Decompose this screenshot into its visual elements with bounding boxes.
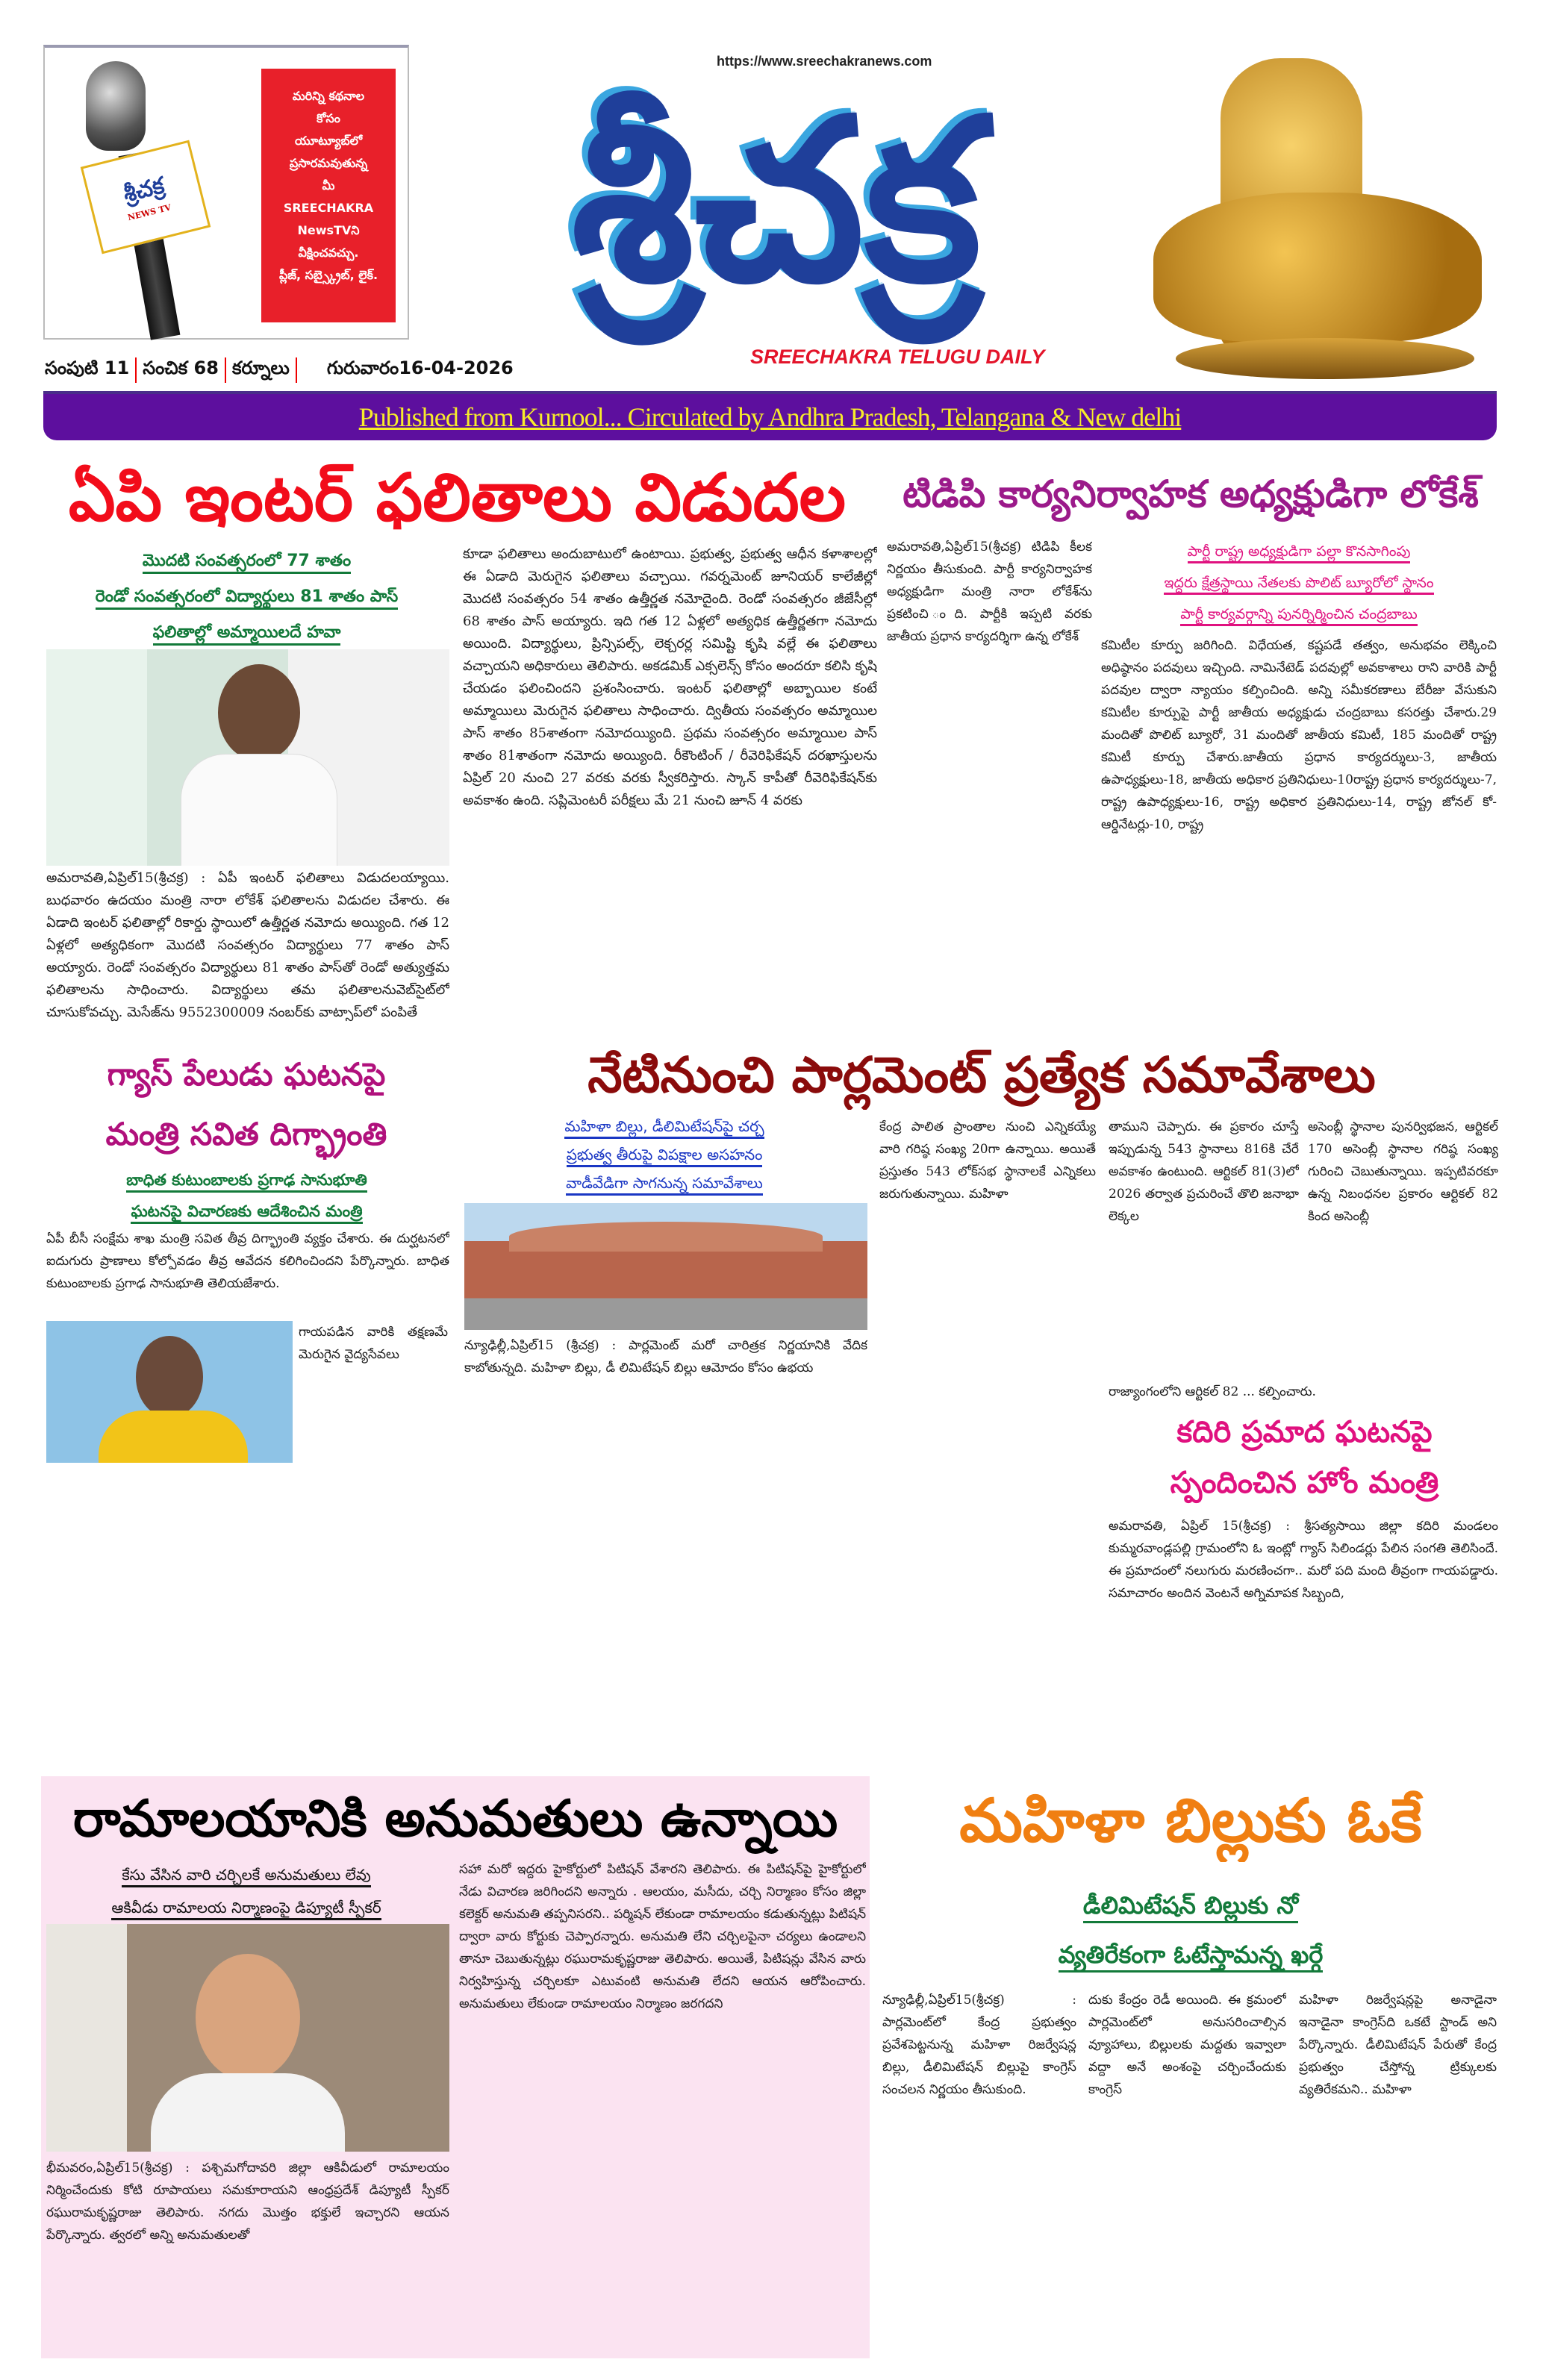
logo: శ్రీచక్ర [571,71,982,331]
inter-headline: ఏపి ఇంటర్ ఫలితాలు విడుదల [68,459,847,536]
gas-subheads: బాధిత కుటుంబాలకు ప్రగాఢ సానుభూతి ఘటనపై విచారణకు ఆదేశించిన మంత్రి [43,1164,450,1227]
parliament-photo [464,1203,867,1330]
mahila-col1: న్యూఢిల్లీ,ఏప్రిల్15(శ్రీచక్ర) : పార్లమెంట్‌లో కేంద్ర ప్రభుత్వం ప్రవేశపెట్టనున్న మహిళా రిజర్వేషన్ల బిల్లు, డీలిమిటేషన్ బిల్లుపై కాంగ్రెస్ సంచలన నిర్ణయం తీసుకుంది. [882,1993,1076,2097]
promo-line: ప్లీజ్, సబ్స్క్రైబ్, లైక్. [278,268,378,282]
ramalayam-headline: రామాలయానికి అనుమతులు ఉన్నాయి [72,1790,838,1849]
lokesh-body-left: అమరావతి,ఏప్రిల్15(శ్రీచక్ర) టిడిపి కీలక నిర్ణయం తీసుకుంది. పార్టీ కార్యనిర్వాహక అధ్యక్షుడిగా మంత్రి నారా లోకేశ్‌ను ప్రకటించి ంది. పార్టీకి ఇప్పటి వరకు జాతీయ ప్రధాన కార్యదర్శిగా ఉన్న లోకేశ్ [887,540,1092,644]
ramalayam-body-right: సహా మరో ఇద్దరు హైకోర్టులో పిటిషన్ వేశారని తెలిపారు. ఈ పిటిషన్‌పై హైకోర్టులో నేడు విచారణ జరిగిందని అన్నారు . ఆలయం, మసీదు, చర్చి నిర్మాణం కోసం జిల్లా కలెక్టర్ అనుమతి తప్పనిసరని.. పర్మిషన్ లేకుండా రామాలయం కడుతున్నట్లు పిటిషన్ ద్వారా వారు కోర్టుకు చెప్పారన్నారు. అనుమతి లేని చర్చిలపైనా చర్యలు ఉండాలని తానూ చెబుతున్నట్లు రఘురామకృష్ణరాజు తెలిపారు. అయితే, పిటిషన్లు వేసిన వారు నిర్వహిస్తున్న చర్చిలకూ ఎటువంటి అనుమతి లేదని ఆయన ఆరోపించారు. అనుమతులు లేకుండా రామాలయం నిర్మాణం జరగదని [459,1862,866,2011]
promo-line: మీ [322,178,335,193]
date: గురువారం16-04-2026 [326,357,514,378]
mahila-subheads: డీలిమిటేషన్ బిల్లుకు నో వ్యతిరేకంగా ఓటేస్తామన్న ఖర్గే [881,1881,1500,1979]
issue: సంచిక 68 [137,357,226,383]
promo-box [43,45,409,340]
lokesh-subheads: పార్టీ రాష్ట్ర అధ్యక్షుడిగా పల్లా కొనసాగింపు ఇద్దరు క్షేత్రస్థాయి నేతలకు పొలిట్ బ్యూరోలో స్థానం పార్టీ కార్యవర్గాన్ని పునర్నిర్మించిన చంద్రబాబు [1097,536,1500,630]
mahila-col2: దుకు కేంద్రం రెడీ అయింది. ఈ క్రమంలో పార్లమెంట్‌లో అనుసరించాల్సిన వ్యూహాలు, బిల్లులకు మద్దతు ఇవ్వాలా వద్దా అనే అంశంపై చర్చించేందుకు కాంగ్రెస్ [1088,1993,1286,2097]
place: కర్నూలు [226,357,297,383]
lokesh-photo [46,649,449,866]
site-url[interactable]: https://www.sreechakranews.com [717,54,932,69]
gas-body-side: గాయపడిన వారికి తక్షణమే మెరుగైన వైద్యసేవలు [299,1325,448,1362]
promo-line: NewsTVని [297,223,360,237]
gas-headline: గ్యాస్ పేలుడు ఘటనపై మంత్రి సవిత దిగ్భ్రాంతి [105,1056,387,1152]
youtube-promo [261,69,396,322]
promo-line: SREECHAKRA [283,201,374,215]
parliament-col2: తాముని చెప్పారు. ఈ ప్రకారం చూస్తే ఇప్పుడున్న 543 స్థానాలు 816కి చేరే అవకాశం ఉంటుంది. ఆర్టికల్ 81(3)లో 2026 తర్వాత ప్రచురించే తొలి జనాభా లెక్కల [1109,1119,1299,1224]
lokesh-headline: టిడిపి కార్యనిర్వాహక అధ్యక్షుడిగా లోకేశ్ [903,472,1479,516]
promo-line: వీక్షించవచ్చు. [298,246,359,260]
parliament-headline: నేటినుంచి పార్లమెంట్ ప్రత్యేక సమావేశాలు [587,1046,1376,1104]
kadiri-headline: కదిరి ప్రమాద ఘటనపై స్పందించిన హోం మంత్రి [1170,1415,1439,1500]
ramalayam-subheads: కేసు వేసిన వారి చర్చిలకే అనుమతులు లేవు ఆకివీడు రామాలయ నిర్మాణంపై డిప్యూటీ స్పీకర్ [45,1858,448,1924]
inter-body-right: కూడా ఫలితాలు అందుబాటులో ఉంటాయి. ప్రభుత్వ, ప్రభుత్వ ఆధీన కళాశాలల్లో ఈ ఏడాది మెరుగైన ఫలితాలు వచ్చాయి. గవర్నమెంట్ జూనియర్ కాలేజీల్లో మొదటి సంవత్సరం 54 శాతం ఉత్తీర్ణత నమోదైంది. రెండో సంవత్సరం జీజేసీల్లో 68 శాతం పాస్ అయ్యారు. ఇది గత 12 ఏళ్లలో అత్యధిక ఉత్తీర్ణతగా నమోదు అయింది. విద్యార్థులు, ప్రిన్సిపల్స్, లెక్చరర్ల సమిష్టి కృషి వల్లే ఈ ఫలితాలు వచ్చాయని అధికారులు తెలిపారు. అకడమిక్ ఎక్సలెన్స్ కోసం అందరూ కలిసి కృషి చేయడం ఫలించిందని ప్రశంసించారు. ఇంటర్ ఫలితాల్లో అబ్బాయిల కంటే అమ్మాయిలు మెరుగైన ఫలితాలు సాధించారు. ద్వితీయ సంవత్సరం అమ్మాయిల పాస్ శాతం 85శాతంగా నమోదయ్యింది. ప్రథమ సంవత్సరం అమ్మాయిల పాస్ శాతం 81శాతంగా నమోదు అయ్యింది. రీకౌంటింగ్ / రీవెరిఫికేషన్ దరఖాస్తులను ఏప్రిల్ 20 నుంచి 27 వరకు వరకు స్వీకరిస్తారు. స్కాన్ కాపీతో రీవెరిఫికేషన్‌కు అవకాశం ఉంది. సప్లిమెంటరీ పరీక్షలు మే 21 నుంచి జూన్ 4 వరకు [463,546,877,808]
promo-line: మరిన్ని కథనాల [292,89,365,103]
mic-flag: శ్రీచక్ర NEWS TV [81,140,211,254]
raghurama-photo [46,1924,449,2152]
ramalayam-body-left: భీమవరం,ఏప్రిల్15(శ్రీచక్ర) : పశ్చిమగోదావరి జిల్లా ఆకివీడులో రామాలయం నిర్మించేందుకు కోటి రూపాయలు సమకూరాయని ఆంధ్రప్రదేశ్ డిప్యూటీ స్పీకర్ రఘురామకృష్ణరాజు తెలిపారు. నగదు మొత్తం భక్తులే ఇచ్చారని ఆయన పేర్కొన్నారు. త్వరలో అన్ని అనుమతులతో [46,2161,449,2243]
promo-line: కోసం [317,111,340,125]
parliament-col1: కేంద్ర పాలిత ప్రాంతాల నుంచి ఎన్నికయ్యే వారి గరిష్ఠ సంఖ్య 20గా ఉన్నాయి. అయితే ప్రస్తుతం 543 లోక్‌సభ స్థానాలకే ఎన్నికలు జరుగుతున్నాయి. మహిళా [879,1119,1096,1202]
issue-info [45,357,514,384]
volume: సంపుటి 11 [45,357,137,383]
parliament-body-main: న్యూఢిల్లీ,ఏప్రిల్15 (శ్రీచక్ర) : పార్లమెంట్ మరో చారిత్రక నిర్ణయానికి వేదిక కాబోతున్నది. మహిళా బిల్లు, డీ లిమిటేషన్ బిల్లు ఆమోదం కోసం ఉభయ [464,1338,867,1375]
parliament-col3: అసెంబ్లీ స్థానాల పునర్విభజన, ఆర్టికల్ 170 అసెంబ్లీ స్థానాల గరిష్ఠ సంఖ్య గురించి చెబుతున్నాయి. ఇప్పటివరకూ ఉన్న నిబంధనల ప్రకారం ఆర్టికల్ 82 కింద అసెంబ్లీ [1308,1119,1498,1224]
inter-subheads: మొదటి సంవత్సరంలో 77 శాతం రెండో సంవత్సరంలో విద్యార్థులు 81 శాతం పాస్ ఫలితాల్లో అమ్మాయిలదే హవా [43,543,450,651]
circulation-banner: Published from Kurnool... Circulated by Andhra Pradesh, Telangana & New delhi [43,391,1497,440]
deity-image [1131,43,1497,387]
promo-line: ప్రసారమవుతున్న [289,156,368,170]
gas-body-top: ఏపీ బీసీ సంక్షేమ శాఖ మంత్రి సవిత తీవ్ర దిగ్భ్రాంతి వ్యక్తం చేశారు. ఈ దుర్ఘటనలో ఐదుగురు ప్రాణాలు కోల్పోవడం తీవ్ర ఆవేదన కలిగించిందని పేర్కొన్నారు. బాధిత కుటుంబాలకు ప్రగాఢ సానుభూతి తెలియజేశారు. [46,1231,449,1291]
mahila-headline: మహిళా బిల్లుకు ఓకే [959,1786,1422,1855]
microphone-icon [86,61,146,151]
inter-body-left: అమరావతి,ఏప్రిల్15(శ్రీచక్ర) : ఏపీ ఇంటర్ ఫలితాలు విడుదలయ్యాయి. బుధవారం ఉదయం మంత్రి నారా లోకేశ్ ఫలితాలను విడుదల చేశారు. ఈ ఏడాది ఇంటర్ ఫలితాల్లో రికార్డు స్థాయిలో ఉత్తీర్ణత నమోదు అయ్యింది. గత 12 ఏళ్లలో అత్యధికంగా మొదటి సంవత్సరం విద్యార్థులు 77 శాతం పాస్ అయ్యారు. రెండో సంవత్సరం విద్యార్థులు 81 శాతం పాస్‌తో రెండో అత్యుత్తమ ఫలితాలను సాధించారు. విద్యార్థులు తమ ఫలితాలనువెబ్‌సైట్‌లో చూసుకోవచ్చు. మెసేజ్‌ను 9552300009 నంబర్‌కు వాట్సాప్‌లో పంపితే [46,870,449,1020]
savitha-photo [46,1321,293,1463]
lokesh-body-right: కమిటీల కూర్పు జరిగింది. విధేయత, కష్టపడే తత్వం, అనుభవం లెక్కించి అధిష్ఠానం పదవులు ఇచ్చింది. నామినేటెడ్ పదవుల్లో అవకాశాలు రాని వారికి పార్టీ పదవుల ద్వారా న్యాయం కల్పించింది. అన్ని సమీకరణాలు బేరీజు వేసుకుని కమిటీల కూర్పుపై పార్టీ జాతీయ అధ్యక్షుడు చంద్రబాబు కసరత్తు చేశారు.29 మందితో పొలిట్ బ్యూరో, 31 మందితో జాతీయ కమిటీ, 185 మందితో రాష్ట్ర కమిటీ కూర్పు చేశారు.జాతీయ ప్రధాన కార్యదర్శులు-3, జాతీయ ఉపాధ్యక్షులు-18, జాతీయ అధికార ప్రతినిధులు-10రాష్ట్ర ప్రధాన కార్యదర్శులు-7, రాష్ట్ర ఉపాధ్యక్షులు-16, రాష్ట్ర అధికార ప్రతినిధులు-14, రాష్ట్ర జోనల్ కో-ఆర్డినేటర్లు-10, రాష్ట్ర [1101,638,1497,832]
tagline: SREECHAKRA TELUGU DAILY [750,346,1045,368]
parliament-col3-end: రాజ్యాంగంలోని ఆర్టికల్ 82 ... కల్పించారు. [1109,1384,1316,1399]
promo-line: యూట్యూబ్‌లో [294,134,363,148]
parliament-subheads: మహిళా బిల్లు, డీలిమిటేషన్‌పై చర్చ ప్రభుత్వ తీరుపై విపక్షాల అసహనం వాడీవేడిగా సాగనున్న సమావేశాలు [463,1112,866,1197]
mahila-col3: మహిళా రిజర్వేషన్లపై అనాడైనా ఇనాడైనా కాంగ్రెస్‌ది ఒకటే స్టాండ్ అని పేర్కొన్నారు. డీలిమిటేషన్ పేరుతో కేంద్ర ప్రభుత్వం చేస్తోన్న ట్రిక్కులకు వ్యతిరేకమని.. మహిళా [1299,1993,1497,2097]
kadiri-body: అమరావతి, ఏప్రిల్ 15(శ్రీచక్ర) : శ్రీసత్యసాయి జిల్లా కదిరి మండలం కుమ్మరవాండ్లపల్లి గ్రామంలోని ఓ ఇంట్లో గ్యాస్ సిలిండర్లు పేలిన సంగతి తెలిసిందే. ఈ ప్రమాదంలో నలుగురు మరణించగా.. మరో పది మంది తీవ్రంగా గాయపడ్డారు. సమాచారం అందిన వెంటనే అగ్నిమాపక సిబ్బంది, [1109,1519,1498,1601]
